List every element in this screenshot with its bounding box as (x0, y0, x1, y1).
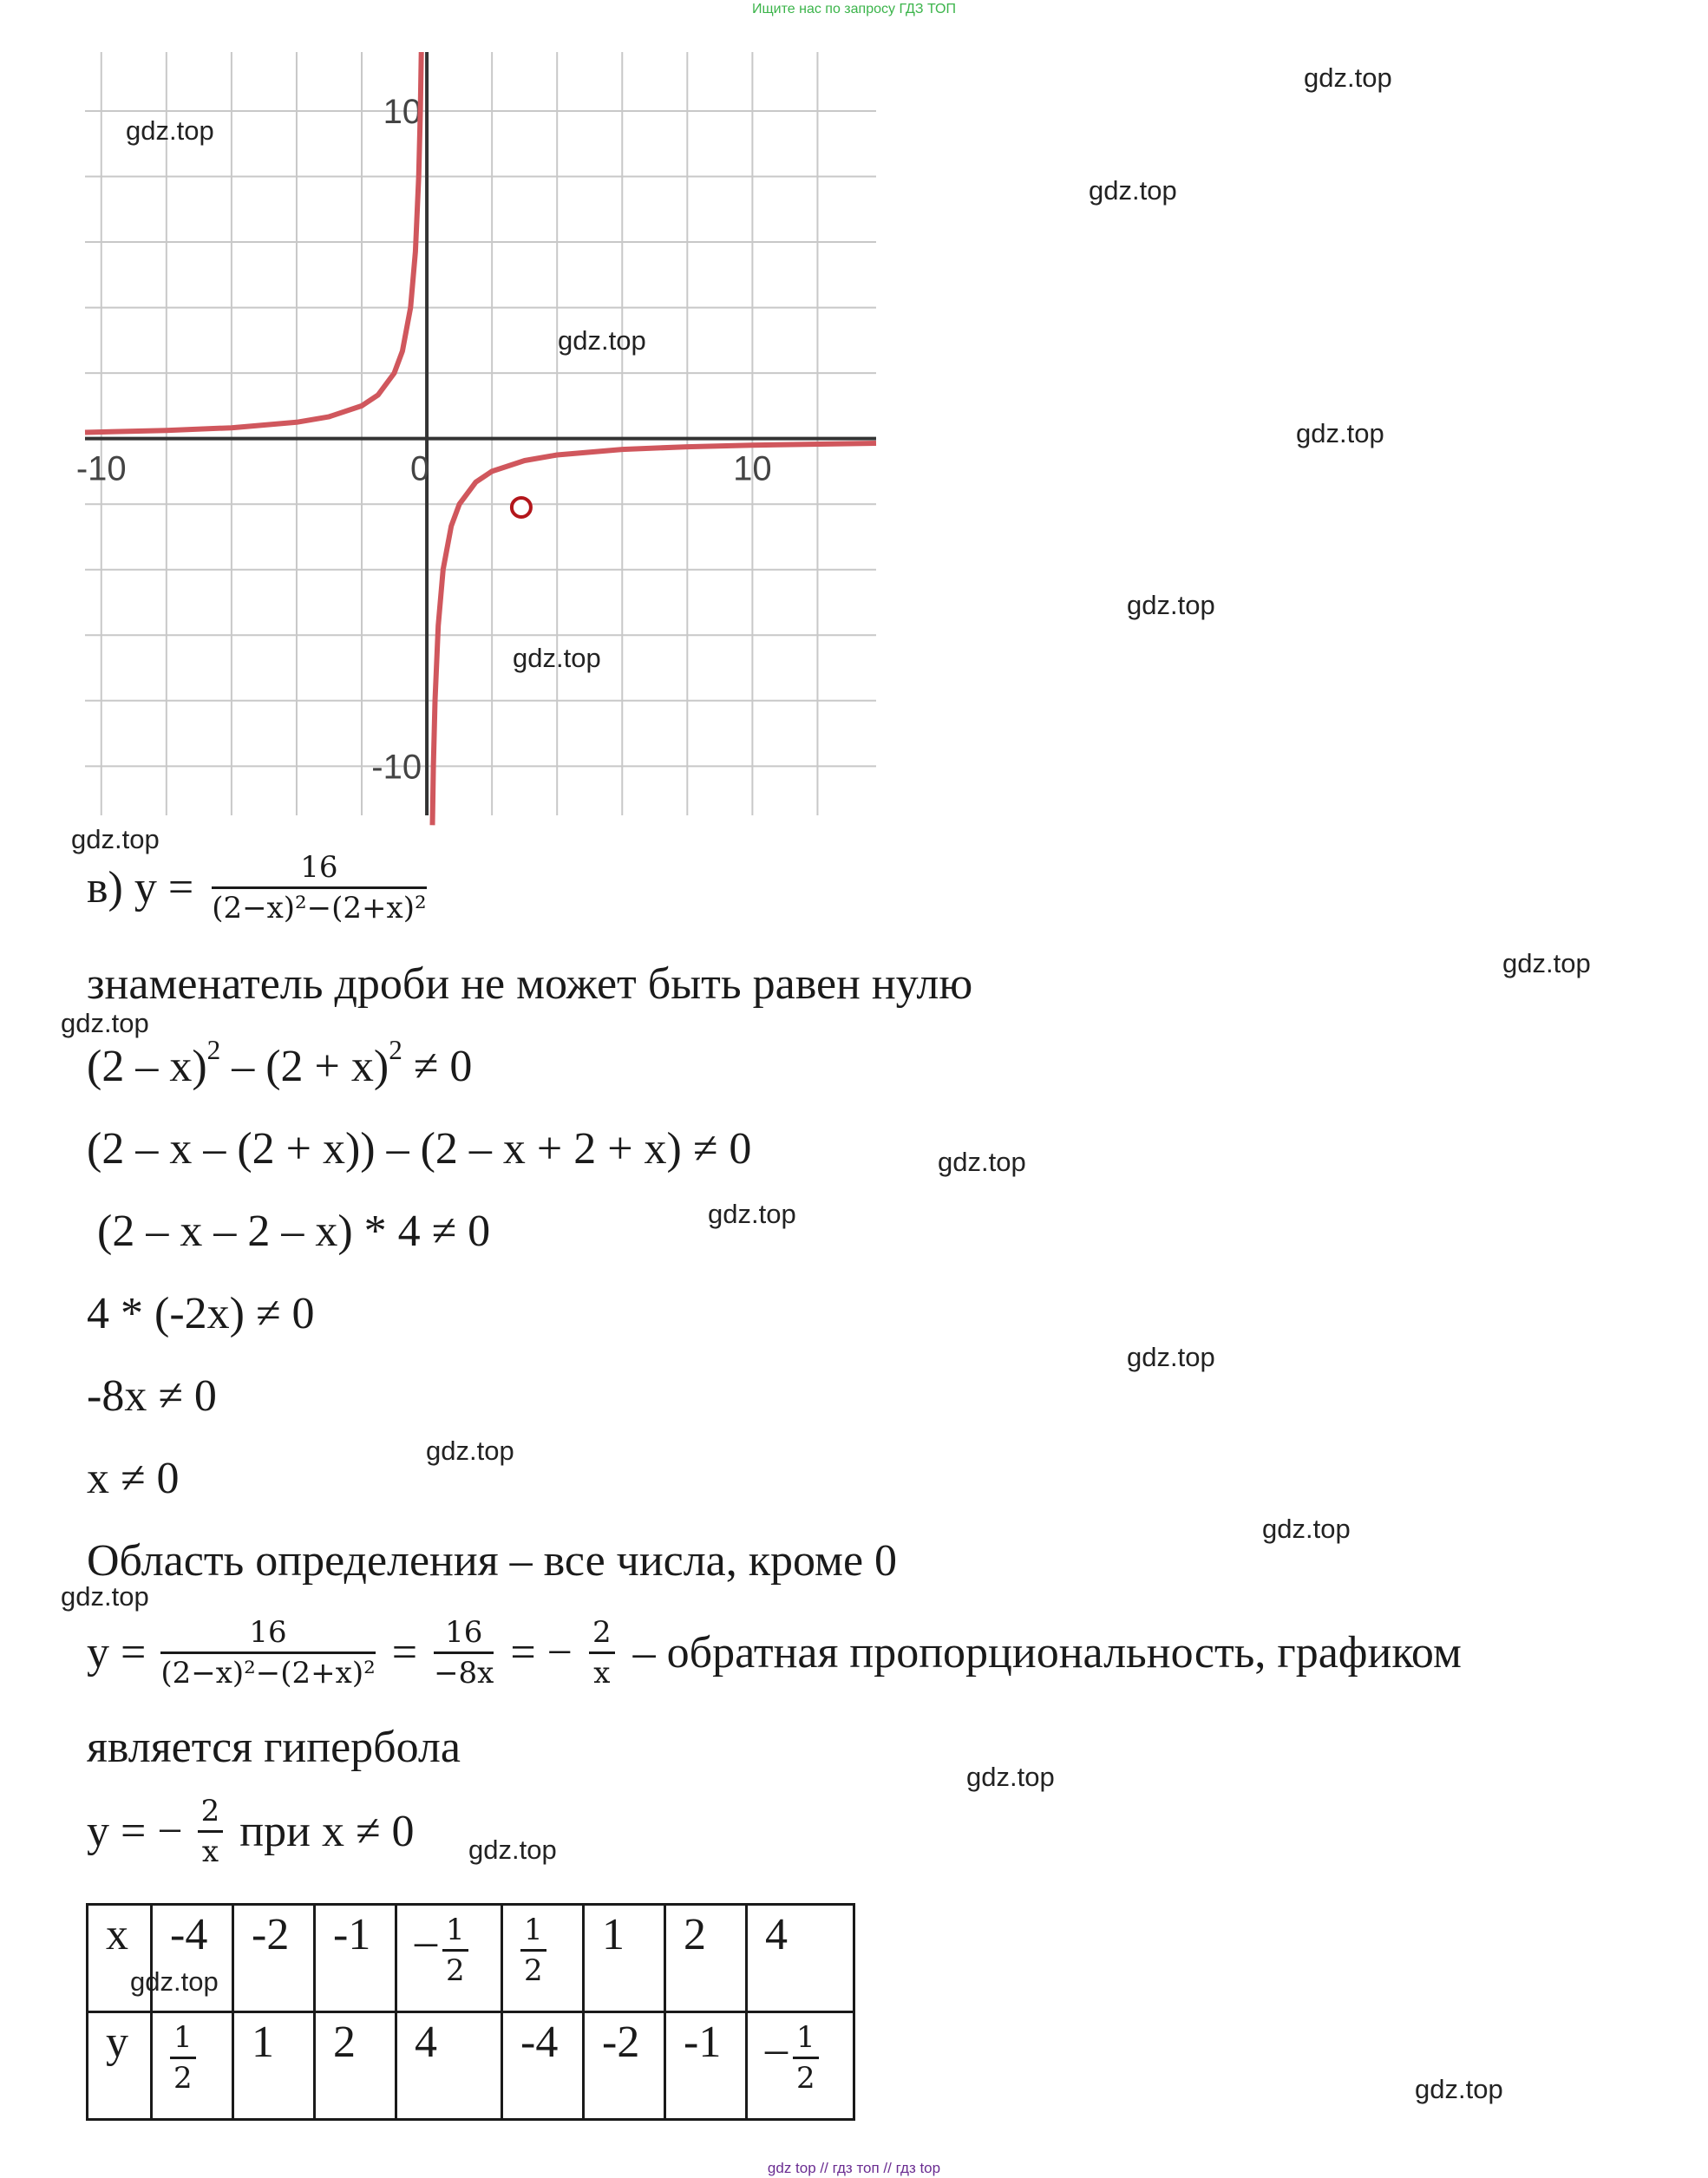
eq-equals: = (391, 1628, 418, 1678)
watermark: gdz.top (1502, 948, 1591, 978)
fraction-numerator: 16 (212, 850, 426, 889)
watermark: gdz.top (1415, 2074, 1503, 2104)
final-tail: при x ≠ 0 (239, 1807, 415, 1856)
table-cell (233, 2012, 315, 2120)
table-cell (584, 1905, 665, 2012)
cell-value: 1 (602, 1910, 625, 1959)
function-definition (87, 850, 427, 925)
fraction-numerator: 1 (520, 1913, 546, 1952)
step-4: 4 * (-2x) ≠ 0 (87, 1289, 315, 1338)
fraction-denominator: (2−x)²−(2+x)² (212, 891, 427, 925)
final-y: y = − (87, 1807, 183, 1856)
table-cell (747, 1905, 854, 2012)
watermark: gdz.top (61, 1008, 149, 1038)
table-cell (502, 2012, 584, 2120)
step-1-part: (2 – x) (87, 1042, 207, 1091)
x-tick-label: 0 (409, 449, 430, 488)
fraction-denominator: x (593, 1656, 611, 1691)
hyperbola-chart (75, 52, 876, 815)
table-cell (315, 2012, 396, 2120)
function-fraction (212, 850, 426, 925)
watermark: gdz.top (1304, 62, 1392, 93)
table-cell (396, 1905, 502, 2012)
x-tick-label: 10 (733, 449, 772, 488)
cell-value: 4 (765, 1910, 788, 1959)
cell-value: 1 (252, 2018, 274, 2067)
watermark: gdz.top (1127, 1342, 1215, 1372)
cell-value: -2 (602, 2018, 640, 2067)
chart-hollow-point-group (512, 498, 531, 517)
table-cell (152, 2012, 233, 2120)
table-cell (584, 2012, 665, 2120)
cell-value: -4 (520, 2018, 559, 2067)
final-function (87, 1794, 415, 1869)
fraction-denominator: 2 (446, 1953, 465, 1988)
fraction-numerator: 2 (589, 1615, 615, 1654)
x-tick-label: -10 (75, 449, 127, 488)
simplification (87, 1615, 1462, 1691)
watermark: gdz.top (558, 325, 646, 356)
minus-sign: – (765, 2024, 788, 2074)
watermark: gdz.top (130, 1966, 219, 1997)
condition-text: знаменатель дроби не может быть равен нулю (87, 959, 973, 1009)
step-5: -8x ≠ 0 (87, 1371, 217, 1421)
cell-fraction (793, 2020, 819, 2096)
fraction-numerator: 16 (160, 1615, 375, 1654)
eq-tail: – обратная пропорциональность, графиком (632, 1628, 1462, 1678)
cell-value: 2 (684, 1910, 706, 1959)
table-cell (747, 2012, 854, 2120)
cell-fraction (442, 1913, 468, 1988)
fraction-numerator: 1 (170, 2020, 196, 2059)
eq-equals-minus: = − (510, 1628, 573, 1678)
fraction-denominator: −8x (434, 1656, 494, 1691)
watermark: gdz.top (468, 1835, 557, 1865)
part-label: в) y = (87, 863, 194, 912)
fraction-denominator: (2−x)²−(2+x)² (160, 1656, 376, 1691)
hyperbola-note: является гипербола (87, 1723, 461, 1772)
watermark: gdz.top (71, 824, 160, 854)
row-label-y: y (106, 2018, 128, 2067)
fraction-denominator: 2 (796, 2061, 815, 2096)
fraction-numerator: 16 (434, 1615, 494, 1654)
cell-value: -1 (333, 1910, 371, 1959)
step-1-part: – (2 + x) (220, 1042, 389, 1091)
eq-fraction-3 (589, 1615, 615, 1691)
table-cell (502, 1905, 584, 2012)
step-1-part: ≠ 0 (402, 1042, 473, 1091)
final-fraction (198, 1794, 224, 1869)
table-cell (152, 1905, 233, 2012)
fraction-numerator: 1 (793, 2020, 819, 2059)
watermark: gdz.top (966, 1762, 1055, 1792)
fraction-numerator: 1 (442, 1913, 468, 1952)
cell-value: -2 (252, 1910, 290, 1959)
row-label-x: x (106, 1910, 128, 1959)
fraction-denominator: 2 (524, 1953, 543, 1988)
watermark: gdz.top (1127, 590, 1215, 620)
fraction-denominator: 2 (173, 2061, 193, 2096)
cell-value: -1 (684, 2018, 722, 2067)
table-cell (88, 1905, 152, 2012)
watermark: gdz.top (426, 1436, 514, 1466)
watermark: gdz.top (1089, 175, 1177, 206)
search-banner[interactable]: Ищите нас по запросу ГДЗ ТОП (752, 2, 956, 16)
watermark: gdz.top (513, 643, 601, 673)
cell-fraction (170, 2020, 196, 2096)
cell-value: 2 (333, 2018, 356, 2067)
watermark: gdz.top (61, 1581, 149, 1612)
footer-links[interactable]: gdz top // гдз топ // гдз top (767, 2160, 941, 2176)
step-3: (2 – x – 2 – x) * 4 ≠ 0 (97, 1207, 491, 1256)
eq-y: y = (87, 1628, 147, 1678)
fraction-denominator: x (201, 1835, 219, 1869)
domain-text: Область определения – все числа, кроме 0 (87, 1536, 898, 1586)
step-1 (87, 1035, 473, 1092)
step-6: x ≠ 0 (87, 1454, 180, 1503)
eq-fraction-2 (434, 1615, 494, 1691)
watermark: gdz.top (938, 1147, 1026, 1177)
table-cell (665, 1905, 747, 2012)
table-row-x (88, 1905, 854, 2012)
watermark: gdz.top (708, 1199, 796, 1229)
table-cell (88, 2012, 152, 2120)
table-cell (233, 1905, 315, 2012)
cell-value: 4 (415, 2018, 437, 2067)
table-cell (315, 1905, 396, 2012)
table-cell (396, 2012, 502, 2120)
y-tick-label: -10 (371, 748, 422, 787)
watermark: gdz.top (126, 115, 214, 146)
cell-fraction (520, 1913, 546, 1988)
table-cell (665, 2012, 747, 2120)
y-tick-label: 10 (383, 92, 422, 131)
eq-fraction-1 (160, 1615, 375, 1691)
exponent: 2 (389, 1035, 402, 1066)
minus-sign: – (415, 1917, 437, 1966)
watermark: gdz.top (1296, 418, 1384, 448)
watermark: gdz.top (1262, 1514, 1351, 1544)
cell-value: -4 (170, 1910, 208, 1959)
fraction-numerator: 2 (198, 1794, 224, 1833)
table-row-y (88, 2012, 854, 2120)
hollow-point (512, 498, 531, 517)
values-table (86, 1903, 855, 2121)
step-2: (2 – x – (2 + x)) – (2 – x + 2 + x) ≠ 0 (87, 1124, 752, 1174)
exponent: 2 (206, 1035, 221, 1066)
